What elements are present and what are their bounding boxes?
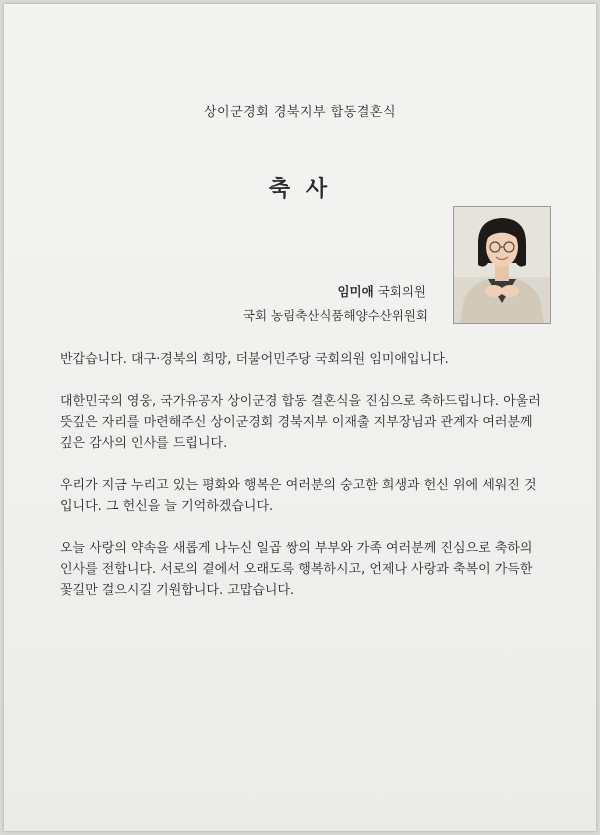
main-title: 축 사 [268,177,332,202]
signature-name-line [337,282,426,300]
paragraph-closing: 오늘 사랑의 약속을 새롭게 나누신 일곱 쌍의 부부와 가족 여러분께 진심으로 축하의 인사를 전합니다. 서로의 곁에서 오래도록 행복하시고, 언제나 사랑과 축복이 가득한 꽃길만 걸으시길 기원합니다. 고맙습니다. [60,541,533,598]
paragraph-greeting: 반갑습니다. 대구·경북의 희망, 더불어민주당 국회의원 임미애입니다. [60,352,449,367]
signer-title: 국회의원 [377,284,426,299]
signer-name: 임미애 [337,284,374,299]
message-body [60,349,544,622]
signer-committee: 국회 농림축산식품해양수산위원회 [242,308,428,323]
paragraph-congratulations: 대한민국의 영웅, 국가유공자 상이군경 합동 결혼식을 진심으로 축하드립니다. 아울러 뜻깊은 자리를 마련해주신 상이군경회 경북지부 이재출 지부장님과 관계자 여러분께 깊은 감사의 인사를 드립니다. [60,394,541,451]
portrait-photo [453,206,551,324]
document-page [4,4,596,831]
paragraph-gratitude: 우리가 지금 누리고 있는 평화와 행복은 여러분의 숭고한 희생과 헌신 위에 세워진 것입니다. 그 헌신을 늘 기억하겠습니다. [60,478,537,514]
event-title: 상이군경회 경북지부 합동결혼식 [203,105,397,120]
